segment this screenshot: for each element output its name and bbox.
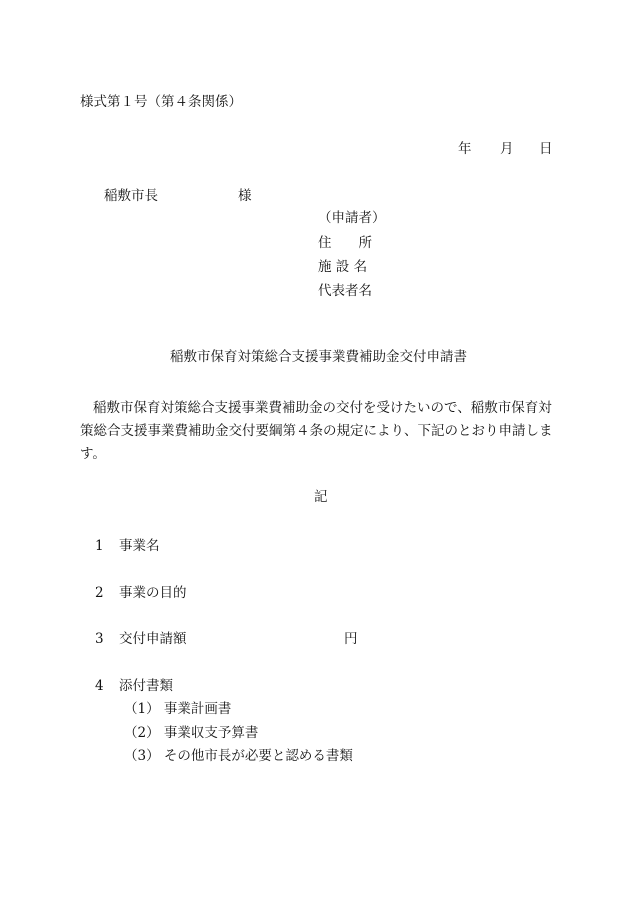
ki-heading: 記	[314, 489, 328, 505]
item-label-project-purpose: 事業の目的	[119, 585, 187, 601]
item-number: 1	[95, 538, 104, 554]
item-number: 3	[95, 631, 104, 647]
attachment-item: （3） その他市長が必要と認める書類	[124, 748, 353, 764]
addressee-name: 稲敷市長	[104, 188, 158, 204]
applicant-heading: （申請者）	[318, 210, 386, 226]
attachment-item: （2） 事業収支予算書	[124, 725, 259, 741]
date-day-label: 日	[539, 141, 553, 157]
body-paragraph: 稲敷市保育対策総合支援事業費補助金の交付を受けたいので、稲敷市保育対策総合支援事業費補助金交付要綱第４条の規定により、下記のとおり申請します。	[80, 400, 553, 462]
item-number: 4	[95, 678, 104, 694]
item-label-application-amount: 交付申請額	[119, 631, 187, 647]
addressee-honorific: 様	[238, 188, 252, 204]
applicant-representative-label: 代表者名	[318, 283, 372, 299]
item-number: 2	[95, 585, 104, 601]
applicant-facility-label: 施 設 名	[318, 259, 368, 275]
date-year-label: 年	[458, 141, 472, 157]
yen-unit: 円	[344, 631, 358, 647]
date-month-label: 月	[500, 141, 514, 157]
attachment-item: （1） 事業計画書	[124, 701, 232, 717]
item-label-attachments: 添付書類	[119, 678, 173, 694]
document-title: 稲敷市保育対策総合支援事業費補助金交付申請書	[170, 349, 467, 365]
form-number: 様式第１号（第４条関係）	[80, 94, 242, 110]
item-label-project-name: 事業名	[119, 538, 160, 554]
applicant-address-label: 住 所	[318, 235, 372, 251]
